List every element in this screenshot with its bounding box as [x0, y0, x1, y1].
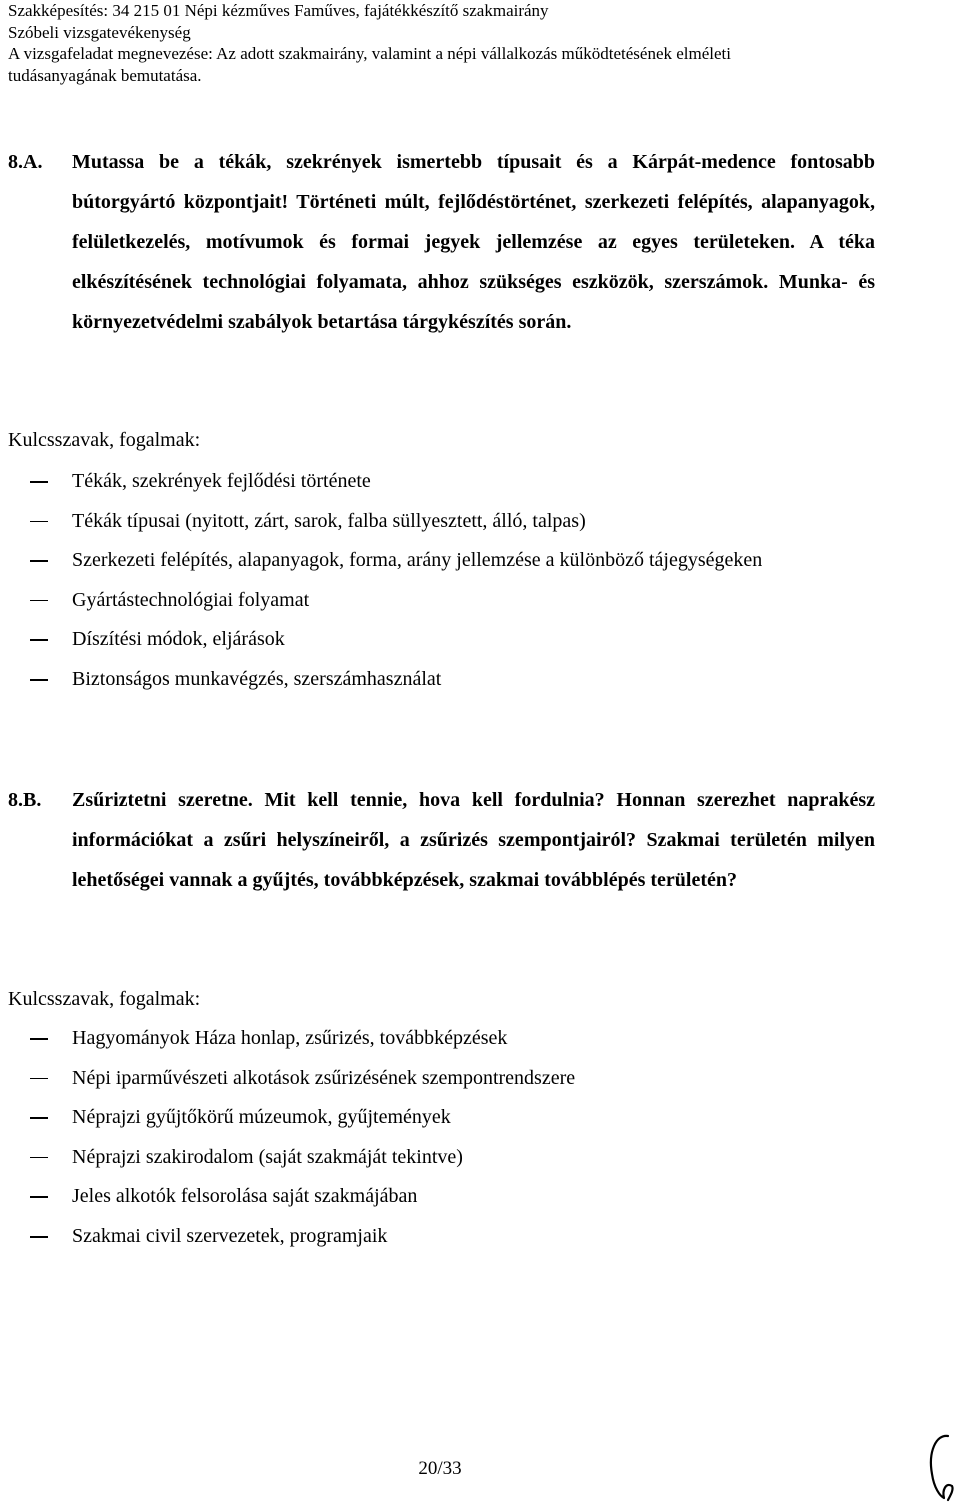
list-item: Gyártástechnológiai folyamat — [0, 588, 960, 628]
header-task-name-cont: tudásanyagának bemutatása. — [8, 65, 202, 85]
list-item: Díszítési módok, eljárások — [0, 627, 960, 667]
dash-bullet-icon — [30, 1196, 48, 1198]
list-item: Népi iparművészeti alkotások zsűrizésének szempontrendszere — [0, 1066, 960, 1106]
list-item: Tékák típusai (nyitott, zárt, sarok, falba süllyesztett, álló, talpas) — [0, 509, 960, 549]
dash-bullet-icon — [30, 679, 48, 681]
dash-bullet-icon — [30, 1117, 48, 1119]
dash-bullet-icon — [30, 521, 48, 523]
task-b-keywords-list — [0, 1026, 960, 1264]
task-b-keywords-title: Kulcsszavak, fogalmak: — [8, 988, 201, 1010]
header-qualification: Szakképesítés: 34 215 01 Népi kézműves Faműves, fajátékkészítő szakmairány — [8, 1, 549, 20]
dash-bullet-icon — [30, 600, 48, 602]
header-exam-type: Szóbeli vizsgatevékenység — [8, 22, 191, 42]
list-item: Néprajzi szakirodalom (saját szakmáját tekintve) — [0, 1145, 960, 1185]
dash-bullet-icon — [30, 481, 48, 483]
task-a-keywords-title: Kulcsszavak, fogalmak: — [8, 429, 201, 451]
task-a-keywords-list — [0, 469, 960, 707]
task-a-number: 8.A. — [8, 151, 43, 173]
dash-bullet-icon — [30, 560, 48, 562]
task-b-number: 8.B. — [8, 789, 42, 811]
list-item: Néprajzi gyűjtőkörű múzeumok, gyűjtemények — [0, 1105, 960, 1145]
task-a-text: Mutassa be a tékák, szekrények ismertebb típusait és a Kárpát-medence fontosabb bútorgyártó központjait! Történeti múlt, fejlődéstörténet, szerkezeti felépítés, alapanyagok, felületkezelés, motívumok és formai jegyek jellemzése az egyes területeken. A téka elkészítésének technológiai folyamata, ahhoz szükséges eszközök, szerszámok. Munka- és környezetvédelmi szabályok betartása tárgykészítés során. — [72, 151, 875, 333]
list-item: Szerkezeti felépítés, alapanyagok, forma, arány jellemzése a különböző tájegységeken — [0, 548, 960, 588]
dash-bullet-icon — [30, 1078, 48, 1080]
dash-bullet-icon — [30, 1157, 48, 1159]
task-b-text: Zsűriztetni szeretne. Mit kell tennie, hova kell fordulnia? Honnan szerezhet naprakész információkat a zsűri helyszíneiről, a zsűrizés szempontjairól? Szakmai területén milyen lehetőségei vannak a gyűjtés, továbbképzések, szakmai továbblépés területén? — [72, 789, 875, 891]
header-task-name: A vizsgafeladat megnevezése: Az adott szakmairány, valamint a népi vállalkozás működtetésének elméleti — [8, 44, 732, 63]
page-number: 20/33 — [418, 1458, 462, 1479]
list-item: Biztonságos munkavégzés, szerszámhasználat — [0, 667, 960, 707]
list-item: Jeles alkotók felsorolása saját szakmájában — [0, 1184, 960, 1224]
list-item: Tékák, szekrények fejlődési története — [0, 469, 960, 509]
list-item: Hagyományok Háza honlap, zsűrizés, továbbképzések — [0, 1026, 960, 1066]
dash-bullet-icon — [30, 1236, 48, 1238]
document-header — [8, 0, 948, 86]
list-item: Szakmai civil szervezetek, programjaik — [0, 1224, 960, 1264]
dash-bullet-icon — [30, 639, 48, 641]
dash-bullet-icon — [30, 1038, 48, 1040]
signature-icon — [918, 1430, 958, 1502]
